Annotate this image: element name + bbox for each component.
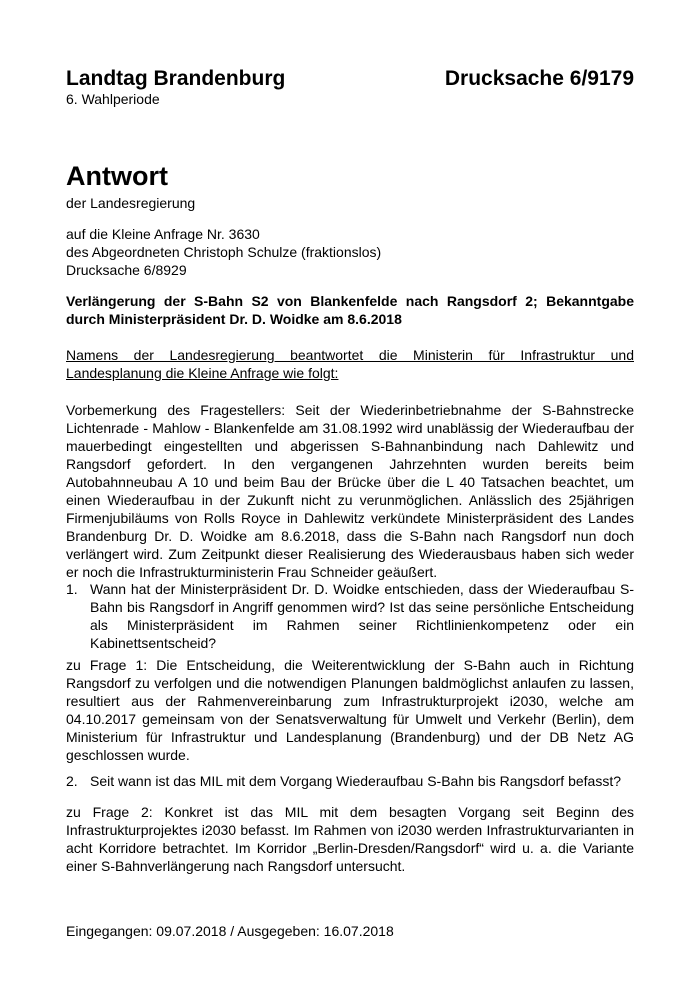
question-number: 2. (66, 773, 78, 789)
reference-inquiry: auf die Kleine Anfrage Nr. 3630 (66, 226, 260, 242)
document-page (66, 0, 634, 990)
dates-footer: Eingegangen: 09.07.2018 / Ausgegeben: 16.07.2018 (66, 923, 394, 939)
question-number: 1. (66, 581, 78, 597)
document-header (66, 66, 634, 92)
reference-printed-matter: Drucksache 6/8929 (66, 262, 187, 278)
question-text: Seit wann ist das MIL mit dem Vorgang Wiederaufbau S-Bahn bis Rangsdorf befasst? (90, 773, 621, 789)
page-title: Antwort (66, 161, 168, 191)
document-number: Drucksache 6/9179 (444, 67, 634, 90)
subject-heading: Verlängerung der S-Bahn S2 von Blankenfelde nach Rangsdorf 2; Bekanntgabe durch Ministerpräsident Dr. D. Woidke am 8.6.2018 (66, 293, 634, 327)
reference-block (66, 225, 634, 279)
question-2 (66, 772, 634, 790)
answer-2: zu Frage 2: Konkret ist das MIL mit dem besagten Vorgang seit Beginn des Infrastrukturprojektes i2030 befasst. Im Rahmen von i2030 werden Infrastrukturvarianten in acht Korridore betrachtet. Im Korridor „Berlin-Dresden/Rangsdorf“ wird u. a. die Variante einer S-Bahnverlängerung nach Rangsdorf untersucht. (66, 804, 634, 874)
issuer: der Landesregierung (66, 195, 196, 211)
preliminary-remark: Vorbemerkung des Fragestellers: Seit der Wiederinbetriebnahme der S-Bahnstrecke Lichtenrade - Mahlow - Blankenfelde am 31.08.1992 wird unablässig der Wiederaufbau der mauerbedingt eingestellten und abgerissen S-Bahnanbindung nach Dahlewitz und Rangsdorf gefordert. In den vergangenen Jahrzehnten wurden bereits beim Autobahnneubau A 10 und beim Bau der Brücke über die L 40 Tatsachen beachtet, um einen Wiederaufbau in der Zukunft nicht zu verunmöglichen. Anlässlich des 25jährigen Firmenjubiläums von Rolls Royce in Dahlewitz verkündete Ministerpräsident des Landes Brandenburg Dr. D. Woidke am 8.6.2018, dass die S-Bahn nach Rangsdorf nun doch verlängert wird. Zum Zeitpunkt dieser Realisierung des Wiederausbaus haben sich weder er noch die Infrastrukturministerin Frau Schneider geäußert. (66, 402, 634, 580)
answer-intro: Namens der Landesregierung beantwortet die Ministerin für Infrastruktur und Landesplanung die Kleine Anfrage wie folgt: (66, 347, 634, 381)
parliament-name: Landtag Brandenburg (66, 67, 286, 90)
question-text: Wann hat der Ministerpräsident Dr. D. Woidke entschieden, dass der Wiederaufbau S-Bahn bis Rangsdorf in Angriff genommen wird? Ist das seine persönliche Entscheidung als Ministerpräsident im Rahmen seiner Richtlinienkompetenz oder ein Kabinettsentscheid? (90, 581, 634, 651)
legislative-period: 6. Wahlperiode (66, 91, 160, 107)
reference-deputy: des Abgeordneten Christoph Schulze (fraktionslos) (66, 244, 382, 260)
answer-1: zu Frage 1: Die Entscheidung, die Weiterentwicklung der S-Bahn auch in Richtung Rangsdorf zu verfolgen und die notwendigen Planungen baldmöglichst anlaufen zu lassen, resultiert aus der Rahmenvereinbarung zum Infrastrukturprojekt i2030, welche am 04.10.2017 gemeinsam von der Senatsverwaltung für Umwelt und Verkehr (Berlin), dem Ministerium für Infrastruktur und Landesplanung (Brandenburg) und der DB Netz AG geschlossen wurde. (66, 657, 634, 763)
question-1 (66, 580, 634, 652)
